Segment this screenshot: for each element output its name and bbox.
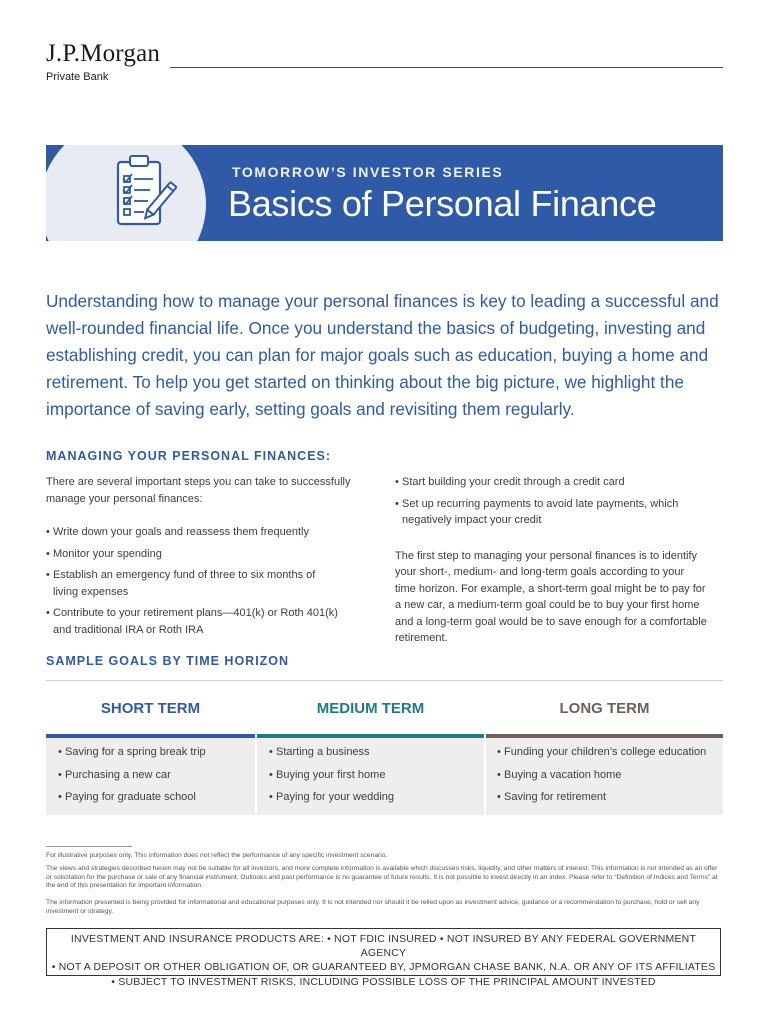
long-term-cell: [486, 738, 723, 815]
disclaimer-line: • SUBJECT TO INVESTMENT RISKS, INCLUDING POSSIBLE LOSS OF THE PRINCIPAL AMOUNT INVESTED: [111, 975, 656, 988]
short-term-cell: [46, 738, 255, 815]
list-item: • Funding your children’s college education: [497, 744, 723, 767]
footnote-illustrative: For illustrative purposes only. This information does not reflect the performance of any specific investment scenario.: [46, 852, 388, 859]
medium-term-goals: [257, 738, 484, 812]
long-term-goals: [486, 738, 723, 812]
list-item: • Contribute to your retirement plans—401(k) or Roth 401(k) and traditional IRA or Roth IRA: [46, 605, 353, 638]
list-item: • Set up recurring payments to avoid late payments, which negatively impact your credit: [395, 496, 702, 529]
clipboard-checklist-icon: [108, 151, 184, 237]
managing-lead: There are several important steps you can take to successfully manage your personal finances:: [46, 476, 351, 505]
page-title: Basics of Personal Finance: [228, 183, 657, 224]
list-item: • Buying your first home: [269, 767, 484, 790]
managing-right-column: [395, 474, 715, 647]
header-divider: [170, 67, 723, 68]
disclaimer-line: INVESTMENT AND INSURANCE PRODUCTS ARE: • NOT FDIC INSURED • NOT INSURED BY ANY FEDERAL GOVERNMENT AGENCY: [70, 933, 697, 960]
list-item: • Monitor your spending: [46, 546, 366, 563]
goals-heading: SAMPLE GOALS BY TIME HORIZON: [46, 654, 290, 668]
managing-credit-list: [395, 474, 715, 529]
goals-table-top-rule: [46, 680, 723, 681]
list-item: • Paying for graduate school: [58, 789, 255, 812]
logo-wordmark: J.P.Morgan: [46, 40, 161, 67]
series-label: TOMORROW’S INVESTOR SERIES: [232, 164, 504, 180]
footnote-views: The views and strategies described herein may not be suitable for all investors, and more complete information is available which discusses risks, liquidity, and other matters of interest. This information is not intended as an offer or solicitation for the purchase or sale of any financial instrument. Outlooks and past performance is no guarantee of future results. It is not possible to invest directly in an index. Please refer to “Definition of Indices and Terms” at the end of this presentation for important information.: [46, 865, 718, 890]
list-item: • Starting a business: [269, 744, 484, 767]
list-item: • Saving for a spring break trip: [58, 744, 255, 767]
footnote-informational: The information presented is being provided for informational and educational purposes only. It is not intended nor should it be relied upon as investment advice, guidance or a recommendation to purchase, hold or sell any investment or strategy.: [46, 899, 700, 915]
list-item: • Purchasing a new car: [58, 767, 255, 790]
disclaimer-line: • NOT A DEPOSIT OR OTHER OBLIGATION OF, OR GUARANTEED BY, JPMORGAN CHASE BANK, N.A. OR ANY OF ITS AFFILIATES: [51, 961, 716, 974]
medium-term-header: MEDIUM TERM: [316, 700, 425, 717]
short-term-goals: [46, 738, 255, 812]
short-term-header: SHORT TERM: [100, 700, 201, 717]
footnote-divider: [46, 846, 132, 847]
list-item: • Write down your goals and reassess them frequently: [46, 524, 366, 541]
managing-left-column: [46, 474, 366, 643]
medium-term-cell: [257, 738, 484, 815]
regulatory-disclaimer-box: [46, 928, 721, 988]
list-item: • Start building your credit through a credit card: [395, 474, 715, 491]
logo-subtitle: Private Bank: [46, 71, 109, 83]
managing-heading: MANAGING YOUR PERSONAL FINANCES:: [46, 449, 332, 463]
title-banner: [46, 145, 723, 241]
list-item: • Establish an emergency fund of three to six months of living expenses: [46, 567, 323, 600]
goals-paragraph: The first step to managing your personal finances is to identify your short-, medium- and long-term goals according to your time horizon. For example, a short-term goal might be to pay for a new car, a medium-term goal could be to buy your first home and a long-term goal would be to save enough for a comfortable retirement.: [395, 549, 707, 644]
list-item: • Buying a vacation home: [497, 767, 723, 790]
long-term-header: LONG TERM: [559, 700, 650, 717]
list-item: • Paying for your wedding: [269, 789, 484, 812]
list-item: • Saving for retirement: [497, 789, 723, 812]
managing-steps-list: [46, 524, 366, 638]
intro-paragraph: Understanding how to manage your personal finances is key to leading a successful and well-rounded financial life. Once you understand the basics of budgeting, investing and establishing credit, you can plan for major goals such as education, buying a home and retirement. To help you get started on thinking about the big picture, we highlight the importance of saving early, setting goals and revisiting them regularly.: [46, 291, 719, 419]
